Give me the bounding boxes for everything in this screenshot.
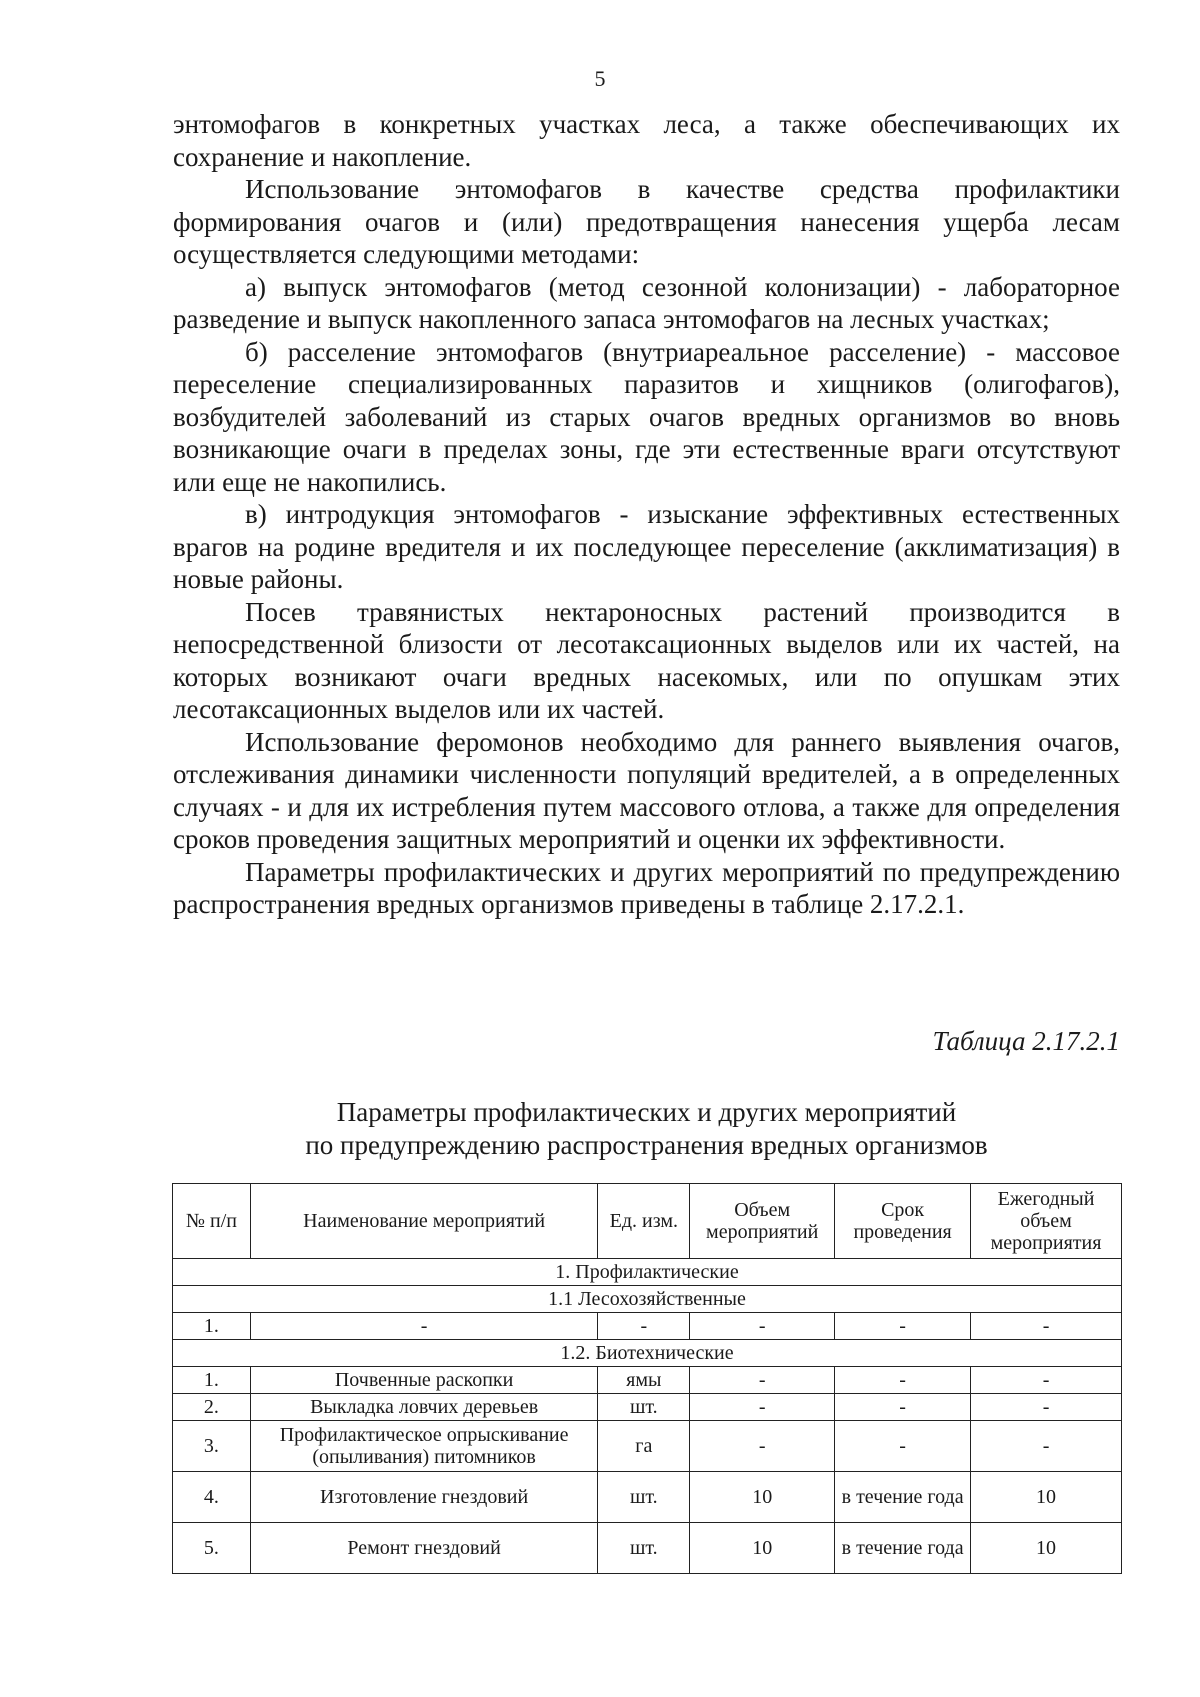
cell-unit: га	[598, 1421, 690, 1472]
cell-timing: -	[835, 1421, 971, 1472]
cell-name: Изготовление гнездовий	[250, 1472, 598, 1523]
cell-timing: в течение года	[835, 1472, 971, 1523]
cell-volume: -	[690, 1367, 835, 1394]
cell-number: 4.	[173, 1472, 251, 1523]
cell-unit: шт.	[598, 1394, 690, 1421]
header-timing: Срок проведения	[835, 1184, 971, 1259]
cell-annual-volume: -	[971, 1421, 1122, 1472]
cell-number: 5.	[173, 1523, 251, 1574]
section-title: 1. Профилактические	[173, 1259, 1122, 1286]
cell-number: 2.	[173, 1394, 251, 1421]
cell-name: Ремонт гнездовий	[250, 1523, 598, 1574]
table-row	[173, 1367, 1122, 1394]
cell-annual-volume: -	[971, 1394, 1122, 1421]
cell-timing: -	[835, 1313, 971, 1340]
section-title: 1.2. Биотехнические	[173, 1340, 1122, 1367]
paragraph: Использование энтомофагов в качестве средства профилактики формирования очагов и (или) предотвращения нанесения ущерба лесам осуществляется следующими методами:	[173, 174, 1120, 269]
cell-name: Выкладка ловчих деревьев	[250, 1394, 598, 1421]
cell-timing: в течение года	[835, 1523, 971, 1574]
cell-name: -	[250, 1313, 598, 1340]
paragraph: Использование феромонов необходимо для раннего выявления очагов, отслеживания динамики численности популяций вредителей, а в определенных случаях - и для их истребления путем массового отлова, а также для определения сроков проведения защитных мероприятий и оценки их эффективности.	[173, 726, 1120, 854]
body-text	[173, 108, 1120, 921]
header-volume: Объем мероприятий	[690, 1184, 835, 1259]
table-section-row	[173, 1259, 1122, 1286]
table-header-row	[173, 1184, 1122, 1259]
cell-unit: ямы	[598, 1367, 690, 1394]
table-section-row	[173, 1286, 1122, 1313]
table-section-row	[173, 1340, 1122, 1367]
paragraph: Посев травянистых нектароносных растений производится в непосредственной близости от лесотаксационных выделов или их частей, на которых возникают очаги вредных насекомых, или по опушкам этих лесотаксационных выделов или их частей.	[173, 596, 1120, 724]
cell-volume: -	[690, 1313, 835, 1340]
header-annual-volume: Ежегодный объем мероприятия	[971, 1184, 1122, 1259]
table-caption: Таблица 2.17.2.1	[932, 1026, 1120, 1056]
cell-annual-volume: 10	[971, 1523, 1122, 1574]
table-title-line: по предупреждению распространения вредных организмов	[305, 1130, 988, 1160]
cell-volume: 10	[690, 1523, 835, 1574]
cell-number: 1.	[173, 1367, 251, 1394]
cell-annual-volume: 10	[971, 1472, 1122, 1523]
table-row	[173, 1472, 1122, 1523]
paragraph: а) выпуск энтомофагов (метод сезонной колонизации) - лабораторное разведение и выпуск накопленного запаса энтомофагов на лесных участках;	[173, 271, 1120, 334]
cell-annual-volume: -	[971, 1367, 1122, 1394]
cell-volume: -	[690, 1421, 835, 1472]
table-row	[173, 1313, 1122, 1340]
table-title	[173, 1096, 1120, 1162]
cell-unit: -	[598, 1313, 690, 1340]
cell-unit: шт.	[598, 1472, 690, 1523]
table-row	[173, 1394, 1122, 1421]
table-row	[173, 1523, 1122, 1574]
cell-unit: шт.	[598, 1523, 690, 1574]
cell-name: Почвенные раскопки	[250, 1367, 598, 1394]
paragraph: б) расселение энтомофагов (внутриареальное расселение) - массовое переселение специализированных паразитов и хищников (олигофагов), возбудителей заболеваний из старых очагов вредных организмов во вновь возникающие очаги в пределах зоны, где эти естественные враги отсутствуют или еще не накопились.	[173, 336, 1120, 497]
cell-name: Профилактическое опрыскивание (опыливания) питомников	[250, 1421, 598, 1472]
cell-volume: 10	[690, 1472, 835, 1523]
table-row	[173, 1421, 1122, 1472]
page-number: 5	[594, 66, 606, 91]
section-title: 1.1 Лесохозяйственные	[173, 1286, 1122, 1313]
cell-annual-volume: -	[971, 1313, 1122, 1340]
cell-number: 1.	[173, 1313, 251, 1340]
header-name: Наименование мероприятий	[250, 1184, 598, 1259]
table-title-line: Параметры профилактических и других мероприятий	[336, 1097, 957, 1127]
cell-timing: -	[835, 1394, 971, 1421]
header-number: № п/п	[173, 1184, 251, 1259]
cell-volume: -	[690, 1394, 835, 1421]
paragraph: в) интродукция энтомофагов - изыскание эффективных естественных врагов на родине вредителя и их последующее переселение (акклиматизация) в новые районы.	[173, 499, 1120, 594]
header-unit: Ед. изм.	[598, 1184, 690, 1259]
paragraph: энтомофагов в конкретных участках леса, а также обеспечивающих их сохранение и накопление.	[173, 109, 1120, 172]
paragraph: Параметры профилактических и других мероприятий по предупреждению распространения вредных организмов приведены в таблице 2.17.2.1.	[173, 856, 1120, 919]
measures-table	[172, 1183, 1122, 1574]
cell-number: 3.	[173, 1421, 251, 1472]
cell-timing: -	[835, 1367, 971, 1394]
